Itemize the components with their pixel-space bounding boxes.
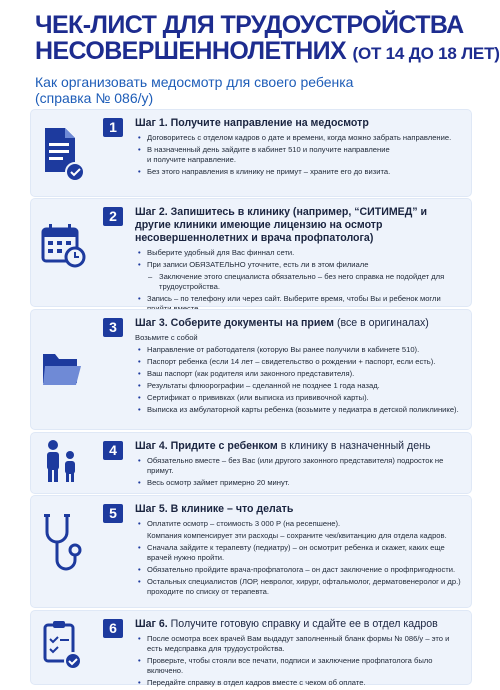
list-item: • Сертификат о прививках (или выписка из прививочной карты). [135, 393, 465, 403]
page-subtitle [35, 74, 485, 106]
list-item: • Остальных специалистов (ЛОР, невролог, хирург, офтальмолог, дерматовенеролог и др.) проходите по списку от терапевта. [135, 577, 465, 597]
title-age-range: (ОТ 14 ДО 18 ЛЕТ) [352, 44, 500, 63]
list-item: • Оплатите осмотр – стоимость 3 000 Р (на ресепшене). [135, 519, 465, 529]
step-number-badge: 4 [103, 441, 123, 460]
list-item: • Проверьте, чтобы стояли все печати, подписи и заключение профпатолога было включено. [135, 656, 465, 676]
page-title [35, 11, 500, 67]
step-title: Шаг 3. Соберите документы на прием (все в оригиналах) [135, 317, 429, 329]
list-item: • Передайте справку в отдел кадров вместе с чеком об оплате. [135, 678, 465, 688]
list-item: • Обязательно вместе – без Вас (или другого законного представителя) подросток не примут. [135, 456, 465, 476]
step-title: Шаг 6. Получите готовую справку и сдайте ее в отдел кадров [135, 618, 438, 630]
parent-child-icon [31, 433, 91, 493]
folder-icon [31, 310, 91, 429]
subtitle-line-2: (справка № 086/у) [35, 90, 154, 106]
subtitle-line-1: Как организовать медосмотр для своего ребенка [35, 74, 354, 90]
list-item-note: Компания компенсирует эти расходы – сохраните чек/квитанцию для отдела кадров. [147, 531, 447, 540]
step-number-badge: 5 [103, 504, 123, 523]
step-number-badge: 1 [103, 118, 123, 137]
title-line-2: НЕСОВЕРШЕННОЛЕТНИХ [35, 37, 347, 65]
step-number-badge: 2 [103, 207, 123, 226]
list-item: • Обязательно пройдите врача-профпатолога – он даст заключение о профпригодности. [135, 565, 465, 575]
list-item: • Выписка из амбулаторной карты ребенка (возьмите у педиатра в детской поликлинике). [135, 405, 465, 415]
list-item: • Паспорт ребенка (если 14 лет – свидетельство о рождении + паспорт, если есть). [135, 357, 465, 367]
step-card-5 [30, 495, 472, 608]
list-item: • Ваш паспорт (как родителя или законного представителя). [135, 369, 465, 379]
step-title: Шаг 1. Получите направление на медосмотр [135, 117, 369, 129]
list-item: • Выберите удобный для Вас финнал сети. [135, 248, 465, 258]
step-card-4 [30, 432, 472, 494]
list-item: • Весь осмотр займет примерно 20 минут. [135, 478, 465, 488]
list-subitem: – Заключение этого специалиста обязательно – без него справка не подойдет для трудоустройства. [135, 272, 465, 292]
step-card-2 [30, 198, 472, 307]
calendar-icon [31, 199, 91, 306]
step-card-1 [30, 109, 472, 197]
list-item: • Результаты флюорографии – сделанной не позднее 1 года назад. [135, 381, 465, 391]
list-item: • Сначала зайдите к терапевту (педиатру) – он осмотрит ребенка и скажет, каких еще врачей нужно пройти. [135, 543, 465, 563]
step-number-badge: 3 [103, 318, 123, 337]
list-item: • Без этого направления в клинику не примут – храните его до визита. [135, 167, 465, 177]
title-line-1: ЧЕК-ЛИСТ ДЛЯ ТРУДОУСТРОЙСТВА [35, 11, 464, 39]
list-item: • Направление от работодателя (которую Вы ранее получили в кабинете 510). [135, 345, 465, 355]
list-item: • При записи ОБЯЗАТЕЛЬНО уточните, есть ли в этом филиале [135, 260, 465, 270]
step-title: Шаг 2. Запишитесь в клинику (например, “СИТИМЕД” и другие клиники имеющие лицензию на осмотр несовершеннолетних и врача профпатолога) [135, 206, 428, 244]
list-item: • Договоритесь с отделом кадров о дате и времени, когда можно забрать направление. [135, 133, 465, 143]
list-item: • После осмотра всех врачей Вам выдадут заполненный бланк формы № 086/у – это и есть медсправка для трудоустройства. [135, 634, 465, 654]
list-item: • В назначенный день зайдите в кабинет 510 и получите направление и получите направление. [135, 145, 465, 165]
step-title: Шаг 4. Придите с ребенком в клинику в назначенный день [135, 440, 431, 452]
stethoscope-icon [31, 496, 91, 607]
intro-text: Возьмите с собой [135, 333, 198, 342]
clipboard-check-icon [31, 611, 91, 684]
step-title: Шаг 5. В клинике – что делать [135, 503, 294, 515]
step-card-3 [30, 309, 472, 430]
document-check-icon [31, 110, 91, 196]
list-item: • Запись – по телефону или через сайт. Выберите время, чтобы Вы и ребенок могли [135, 294, 465, 314]
step-number-badge: 6 [103, 619, 123, 638]
step-card-6 [30, 610, 472, 685]
header [35, 11, 500, 106]
